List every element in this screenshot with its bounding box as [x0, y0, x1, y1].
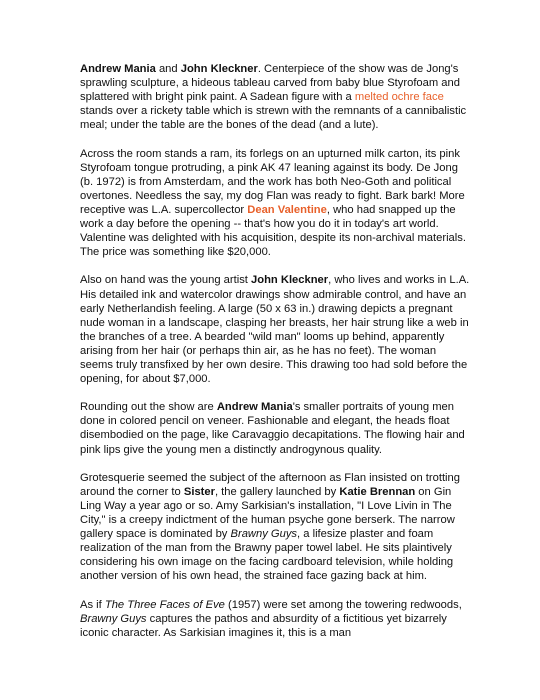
artwork-title: Brawny Guys — [230, 528, 298, 541]
artist-name: Andrew Mania — [216, 401, 293, 414]
text-span: Also on hand was the young artist — [80, 274, 252, 287]
text-span: , who had snapped up the work a day before the opening -- that's how you do it in today's art world. Valentine was delighted with his acquisition, despite its non-archival materials. The price was something like $20,000. — [80, 203, 466, 259]
melted-ochre-face-link[interactable]: melted ochre face — [354, 91, 444, 104]
paragraph-2 — [80, 147, 472, 260]
text-span: Across the room stands a ram, its forlegs on an upturned milk carton, its pink Styrofoam tongue protruding, a pink AK 47 leaning against its body. De Jong (b. 1972) is from Amsterdam, and the work has both Neo-Goth and political overtones. Needless the say, my dog Flan was ready to fight. Bark bark! More receptive was L.A. supercollector — [80, 147, 465, 216]
text-span: , who lives and works in L.A. His detailed ink and watercolor drawings show admirable control, and have an early Netherlandish feeling. A large (50 x 63 in.) drawing depicts a pregnant nude woman in a landscape, clasping her breasts, her hair strung like a web in the branches of a tree. A bearded "wild man" looms up behind, apparently arising from her hair (or perhaps thin air, as he has no feet). The woman seems truly transfixed by her own desire. This drawing too had sold before the opening, for about $7,000. — [80, 274, 470, 386]
text-span: . Centerpiece of the show was de Jong's sprawling sculpture, a hideous tableau carved from baby blue Styrofoam and splattered with bright pink paint. A Sadean figure with a — [80, 63, 460, 104]
text-span: , a lifesize plaster and foam realization of the man from the Brawny paper towel label. He sits plaintively considering his own image on the facing cardboard television, while holding another version of his own head, the strained face gazing back at him. — [80, 528, 454, 583]
paragraph-1 — [80, 62, 472, 132]
paragraph-5 — [80, 471, 472, 584]
text-span: on Gin Ling Way a year ago or so. Amy Sarkisian's installation, "I Love Livin in The City," is a creepy indictment of the human psyche gone berserk. The narrow gallery space is dominated by — [80, 485, 455, 541]
article-body — [80, 62, 472, 654]
text-span: 's smaller portraits of young men done in colored pencil on veneer. Fashionable and elegant, the heads float disembodied on the page, like Caravaggio decapitations. The flowing hair and pink lips give the young men a distinctly androgynous quality. — [80, 401, 465, 456]
text-span: (1957) were set among the towering redwoods, — [224, 598, 462, 611]
paragraph-3 — [80, 273, 472, 386]
text-span: Grotesquerie seemed the subject of the afternoon as Flan insisted on trotting around the corner to — [80, 471, 460, 498]
artist-name: John Kleckner — [251, 274, 329, 287]
text-span: captures the pathos and absurdity of a fictitious yet bizarrely iconic character. As Sarkisian imagines it, this is a man — [80, 612, 447, 639]
person-name: Katie Brennan — [339, 485, 416, 498]
artist-name: Andrew Mania — [80, 63, 156, 75]
text-span: and — [155, 63, 181, 75]
text-span: Rounding out the show are — [80, 401, 217, 414]
artwork-title: Brawny Guys — [80, 612, 147, 625]
paragraph-6 — [80, 598, 472, 640]
text-span: , the gallery launched by — [214, 485, 340, 498]
gallery-name: Sister — [183, 485, 215, 498]
dean-valentine-link[interactable]: Dean Valentine — [247, 203, 327, 216]
text-span: As if — [80, 598, 105, 611]
film-title: The Three Faces of Eve — [104, 598, 225, 611]
paragraph-4 — [80, 400, 472, 456]
artist-name: John Kleckner — [180, 63, 258, 75]
text-span: stands over a rickety table which is strewn with the remnants of a cannibalistic meal; under the table are the bones of the dead (and a lute). — [80, 105, 467, 132]
